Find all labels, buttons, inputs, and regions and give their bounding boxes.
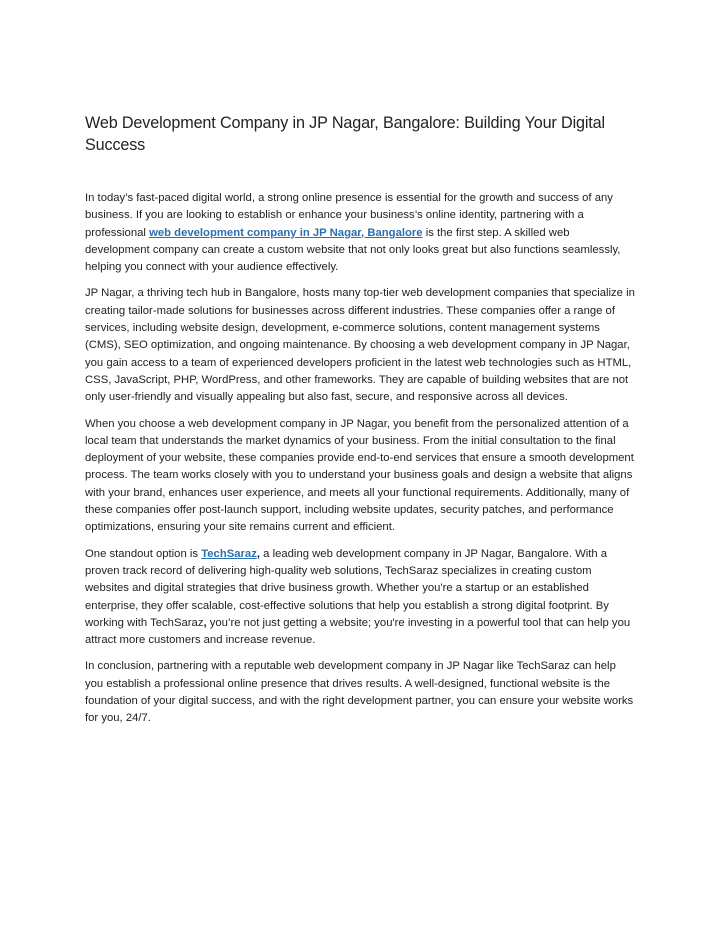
paragraph-techsaraz — [85, 546, 637, 650]
paragraph-techsaraz-text-a: One standout option is — [85, 547, 202, 560]
page-title: Web Development Company in JP Nagar, Bangalore: Building Your Digital Success — [85, 114, 605, 154]
paragraph-jp-nagar: JP Nagar, a thriving tech hub in Bangalore, hosts many top-tier web development companies that specialize in creating tailor-made solutions for businesses across different industries. These companies offer a range of services, including website design, development, e-commerce solutions, content management systems (CMS), SEO optimization, and ongoing maintenance. By choosing a web development company in JP Nagar, you gain access to a team of experienced developers proficient in the latest web technologies such as HTML, CSS, JavaScript, PHP, WordPress, and other frameworks. They are capable of building websites that are not only user-friendly and visually appealing but also fast, secure, and responsive across all devices. — [85, 287, 635, 404]
paragraph-intro — [85, 190, 637, 276]
techsaraz-comma-2: , — [203, 616, 207, 629]
paragraph-conclusion: In conclusion, partnering with a reputable web development company in JP Nagar like TechSaraz can help you establish a professional online presence that drives results. A well-designed, functional website is the foundation of your digital success, and with the right development partner, you can ensure your website works for you, 24/7. — [85, 660, 634, 725]
web-development-company-link[interactable]: web development company in JP Nagar, Bangalore — [149, 226, 423, 239]
paragraph-intro-text-a: In today’s fast-paced digital world, a strong online presence is essential for the growth and success of any business. If you are looking to establish or enhance your business’s online identity, partnering with a professional — [85, 192, 613, 239]
techsaraz-comma: , — [256, 547, 261, 560]
techsaraz-link[interactable]: TechSaraz — [201, 547, 257, 560]
document-body — [85, 112, 637, 737]
paragraph-techsaraz-text-b: a leading web development company in JP Nagar, Bangalore. With a proven track record of delivering high-quality web solutions, TechSaraz specializes in creating custom websites and digital strategies that drive business growth. Whether you're a startup or an established enterprise, they offer scalable, cost-effective solutions that help you establish a strong digital footprint. By working with TechSaraz — [85, 547, 609, 629]
paragraph-techsaraz-text-c: you’re not just getting a website; you're investing in a powerful tool that can help you attract more customers and increase revenue. — [85, 616, 631, 647]
paragraph-benefits: When you choose a web development company in JP Nagar, you benefit from the personalized attention of a local team that understands the market dynamics of your business. From the initial consultation to the final deployment of your website, these companies provide end-to-end services that ensure a smooth development process. The team works closely with you to understand your business goals and design a website that aligns with your brand, enhances user experience, and meets all your functional requirements. Additionally, many of these companies offer post-launch support, including website updates, security patches, and performance optimizations, ensuring your site remains current and efficient. — [85, 417, 634, 534]
paragraph-intro-text-b: is the first step. A skilled web development company can create a custom website that not only looks great but also functions seamlessly, helping you connect with your audience effectively. — [85, 226, 621, 274]
